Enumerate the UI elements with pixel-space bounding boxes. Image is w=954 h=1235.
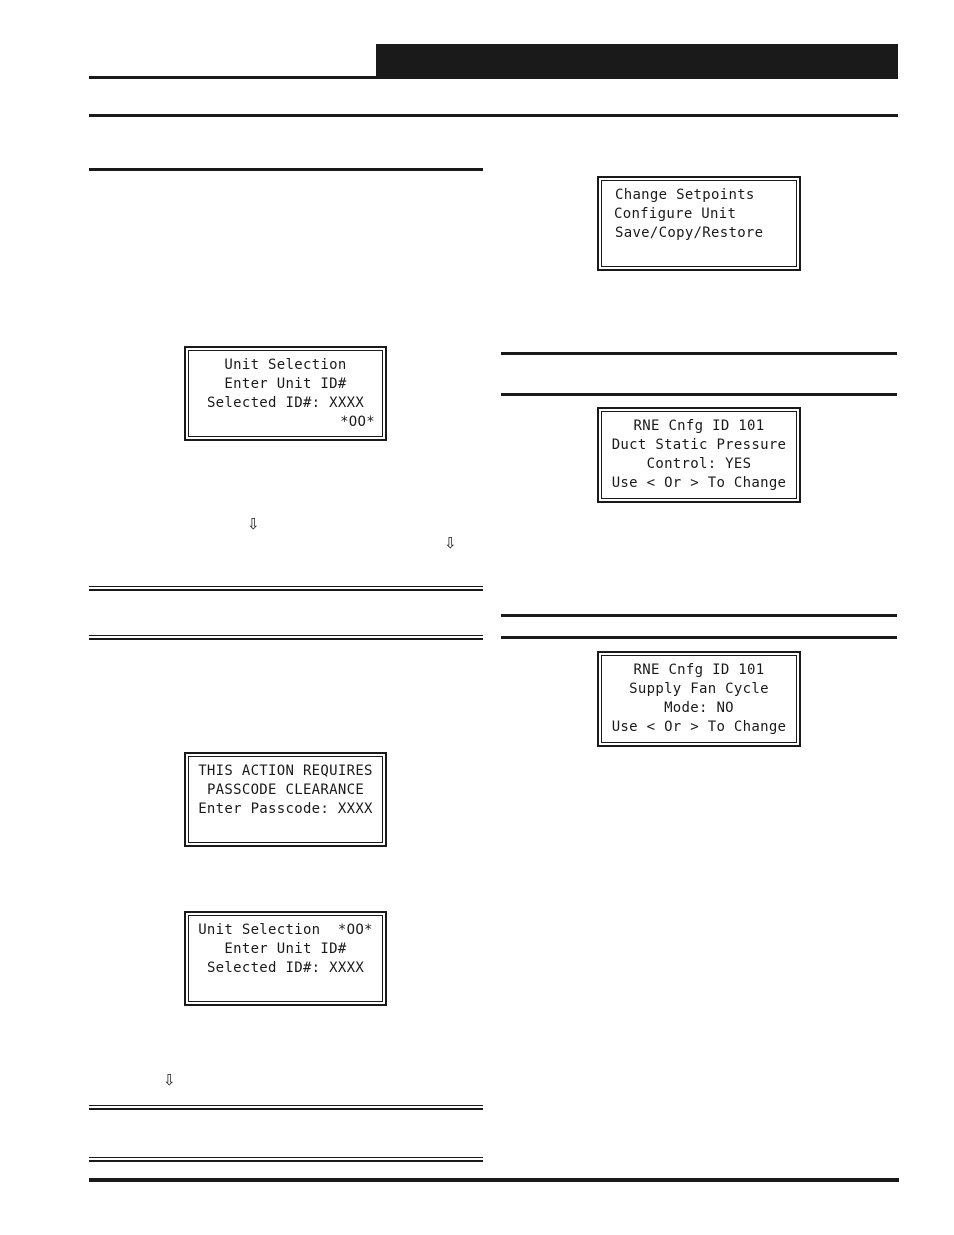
lcd-unit-selection-2 bbox=[184, 911, 387, 1006]
lcd-line-4: Use < Or > To Change bbox=[611, 719, 787, 735]
lcd-line-3: Save/Copy/Restore bbox=[615, 225, 764, 241]
header-rule-left bbox=[89, 76, 377, 79]
down-arrow-icon: ⇩ bbox=[247, 515, 260, 533]
lcd-unit-selection bbox=[184, 346, 387, 441]
footer-rule bbox=[89, 1178, 899, 1182]
lcd-line-2: Supply Fan Cycle bbox=[629, 681, 769, 697]
lcd-line-2: Enter Unit ID# bbox=[224, 941, 347, 957]
lcd-line-3: Enter Passcode: XXXX bbox=[198, 801, 373, 817]
lcd-line-2: Configure Unit bbox=[614, 206, 737, 222]
lcd-passcode bbox=[184, 752, 387, 847]
lcd-line-2: Duct Static Pressure bbox=[611, 437, 787, 453]
double-rule-bottom bbox=[89, 1108, 483, 1110]
double-rule-top bbox=[89, 1105, 483, 1106]
lcd-line-2: Enter Unit ID# bbox=[224, 376, 347, 392]
lcd-line-4: *OO* bbox=[340, 414, 375, 430]
section-rule-right-1 bbox=[501, 352, 897, 355]
lcd-line-2: PASSCODE CLEARANCE bbox=[206, 782, 365, 798]
double-rule-bottom bbox=[89, 638, 483, 640]
section-rule-right-4 bbox=[501, 636, 897, 639]
section-rule-left-1 bbox=[89, 168, 483, 171]
lcd-line-1: Unit Selection bbox=[224, 357, 347, 373]
lcd-supply-fan-cycle bbox=[597, 651, 801, 747]
lcd-line-3: Mode: NO bbox=[664, 700, 734, 716]
lcd-line-1: RNE Cnfg ID 101 bbox=[633, 418, 765, 434]
lcd-line-3: Selected ID#: XXXX bbox=[206, 395, 365, 411]
lcd-line-4: Use < Or > To Change bbox=[611, 475, 787, 491]
down-arrow-icon: ⇩ bbox=[444, 534, 457, 552]
double-rule-bottom bbox=[89, 1160, 483, 1162]
section-rule-right-3 bbox=[501, 614, 897, 617]
lcd-line-1: Unit Selection *OO* bbox=[198, 922, 373, 938]
lcd-line-3: Selected ID#: XXXX bbox=[206, 960, 365, 976]
double-rule-top bbox=[89, 635, 483, 636]
double-rule-top bbox=[89, 586, 483, 587]
header-black-bar bbox=[376, 44, 898, 79]
lcd-line-3: Control: YES bbox=[646, 456, 752, 472]
double-rule-bottom bbox=[89, 589, 483, 591]
lcd-main-menu bbox=[597, 176, 801, 271]
lcd-line-1: Change Setpoints bbox=[615, 187, 755, 203]
lcd-line-1: THIS ACTION REQUIRES bbox=[198, 763, 373, 779]
lcd-duct-static-pressure bbox=[597, 407, 801, 503]
header-rule-lower bbox=[89, 114, 898, 117]
down-arrow-icon: ⇩ bbox=[163, 1071, 176, 1089]
section-rule-right-2 bbox=[501, 393, 897, 396]
lcd-line-1: RNE Cnfg ID 101 bbox=[633, 662, 765, 678]
double-rule-top bbox=[89, 1157, 483, 1158]
